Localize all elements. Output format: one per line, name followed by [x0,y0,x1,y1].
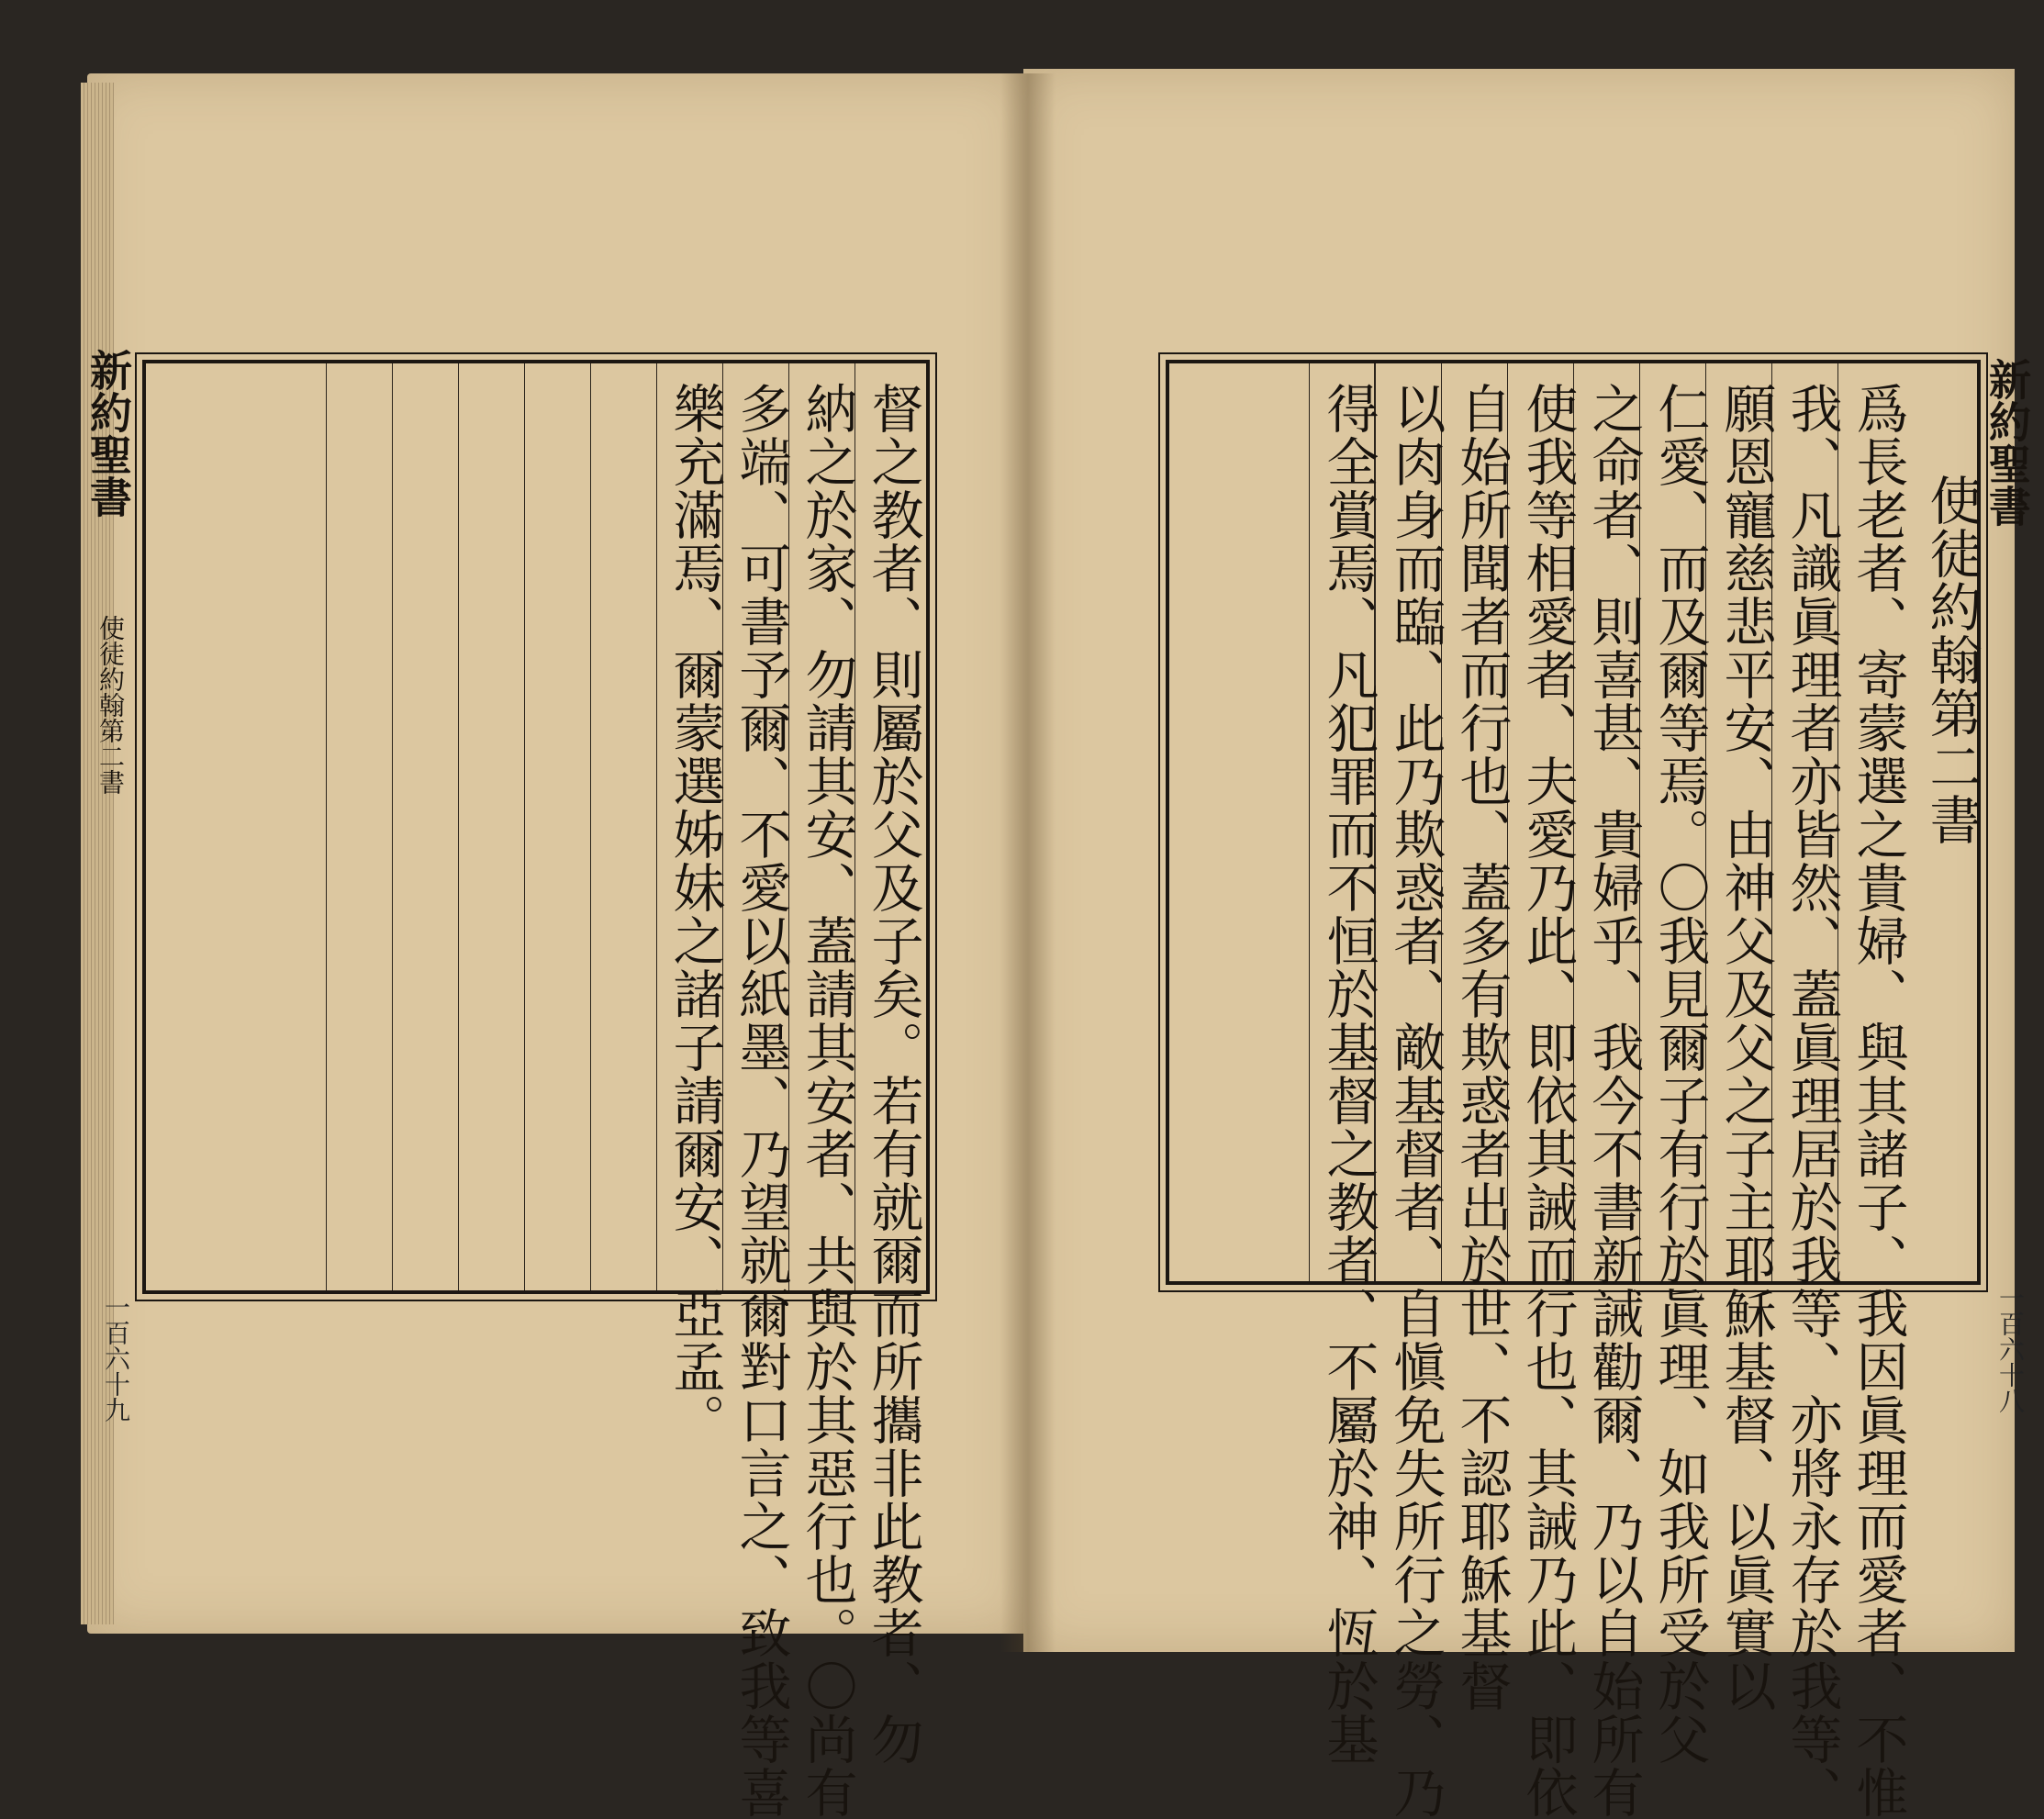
right-margin-title: 新約聖書 [1983,358,2032,527]
left-margin-title: 新約聖書 [84,349,133,518]
left-page-number: 一百六十九 [101,1294,131,1423]
right-column-4: 仁愛、而及爾等焉。〇我見爾子有行於眞理、如我所受於父 [1639,363,1705,1281]
right-column-5: 之命者、則喜甚、貴婦乎、我今不書新誡勸爾、乃以自始所有 [1573,363,1639,1281]
right-column-6: 使我等相愛者、夫愛乃此、即依其誡而行也、其誡乃此、即依 [1507,363,1573,1281]
left-empty-column-5 [326,363,390,1290]
right-column-7: 自始所聞者而行也、蓋多有欺惑者出於世、不認耶穌基督 [1441,363,1507,1281]
left-column-2: 納之於家、勿請其安、蓋請其安者、共與於其惡行也。〇尚有 [788,363,853,1290]
left-text-frame [142,360,930,1819]
left-empty-column-3 [458,363,522,1290]
heading-column: 使徒約翰第二書 [1921,474,1982,846]
right-page-number: 一百六十八 [1995,1285,2026,1413]
right-text-frame [1166,360,1982,1819]
left-column-1: 督之教者、則屬於父及子矣。若有就爾而所攜非此教者、勿 [854,363,919,1290]
left-empty-column-1 [590,363,654,1290]
book-gutter [1000,73,1056,1652]
left-empty-column-4 [392,363,456,1290]
left-column-4: 樂充滿焉、爾蒙選姊妹之諸子請爾安、亞孟。 [656,363,720,1290]
left-margin-chapter: 使徒約翰第二書 [95,615,126,795]
right-column-3: 願恩寵慈悲平安、由神父及父之子主耶穌基督、以眞實以 [1705,363,1771,1281]
right-column-8: 以肉身而臨、此乃欺惑者、敵基督者、自愼免失所行之勞、乃 [1375,363,1441,1281]
right-column-2: 我、凡識眞理者亦皆然、蓋眞理居於我等、亦將永存於我等、 [1771,363,1837,1281]
right-column-9: 得全賞焉、凡犯罪而不恒於基督之教者、不屬於神、恆於基 [1309,363,1375,1281]
left-empty-column-2 [524,363,588,1290]
right-column-1: 爲長老者、寄蒙選之貴婦、與其諸子、我因眞理而愛者、不惟 [1837,363,1904,1281]
left-column-3: 多端、可書予爾、不愛以紙墨、乃望就爾對口言之、致我等喜 [722,363,787,1290]
